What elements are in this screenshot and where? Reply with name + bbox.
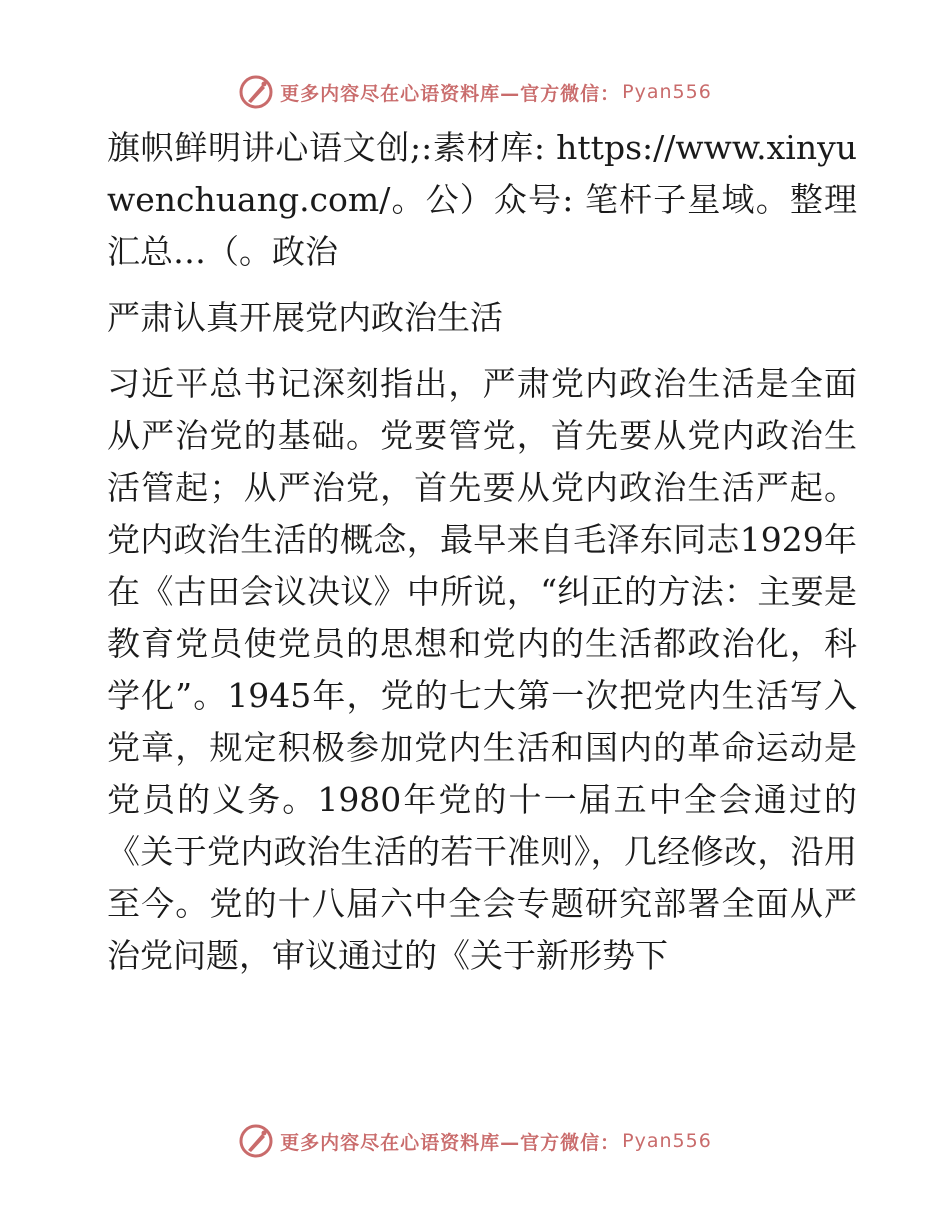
pen-logo-icon: [238, 1123, 274, 1159]
footer-watermark: [0, 1121, 950, 1161]
header-watermark: [0, 72, 950, 112]
document-body: [97, 122, 857, 982]
section-title: 严肃认真开展党内政治生活: [107, 298, 503, 337]
pen-logo-icon: [238, 74, 274, 110]
body-paragraph: 习近平总书记深刻指出，严肃党内政治生活是全面从严治党的基础。党要管党，首先要从党内政治生活管起；从严治党，首先要从党内政治生活严起。党内政治生活的概念，最早来自毛泽东同志1929年在《古田会议决议》中所说，“纠正的方法：主要是教育党员使党员的思想和党内的生活都政治化，科学化”。1945年，党的七大第一次把党内生活写入党章，规定积极参加党内生活和国内的革命运动是党员的义务。1980年党的十一届五中全会通过的《关于党内政治生活的若干准则》，几经修改，沿用至今。党的十八届六中全会专题研究部署全面从严治党问题，审议通过的《关于新形势下: [107, 364, 857, 975]
watermark-wechat-id: Pyan556: [622, 1130, 712, 1152]
intro-paragraph: 旗帜鲜明讲心语文创;:素材库: https://www.xinyuwenchuang.com/。公）众号: 笔杆子星域。整理汇总…（。政治: [107, 128, 857, 271]
watermark-text: 更多内容尽在心语资料库—官方微信：: [280, 1131, 621, 1154]
watermark-text: 更多内容尽在心语资料库—官方微信：: [280, 82, 621, 105]
watermark-wechat-id: Pyan556: [622, 81, 712, 103]
